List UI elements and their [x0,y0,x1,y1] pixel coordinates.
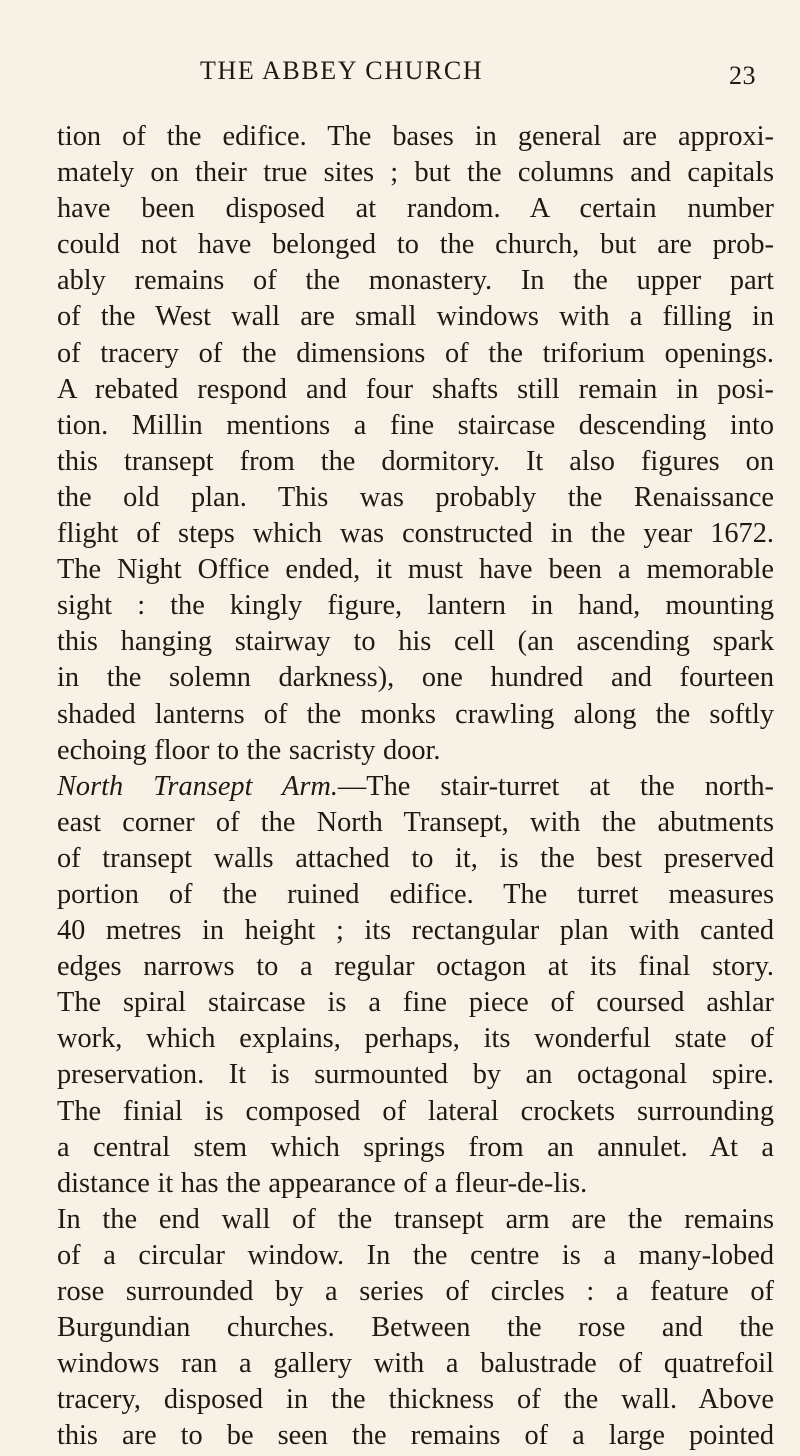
text-line: tion of the edifice. The bases in general are approxi- [57,121,774,152]
text-line: in the solemn darkness), one hundred and fourteen [57,662,774,694]
text-line: have been disposed at random. A certain number [57,193,774,225]
page-number: 23 [729,61,756,90]
text-line: this transept from the dormitory. It also figures on [57,445,774,477]
text-line: work, which explains, perhaps, its wonderful state of [57,1023,774,1055]
text-line: The spiral staircase is a fine piece of coursed ashlar [57,987,774,1019]
text-line: of the West wall are small windows with a filling in [57,301,774,333]
text-line: flight of steps which was constructed in the year 1672. [57,518,774,550]
section-first-line-rest: —The stair-turret at the north- [337,770,774,802]
text-line: Burgundian churches. Between the rose and the [57,1312,774,1344]
text-line: mately on their true sites ; but the columns and capitals [57,157,774,189]
text-line: could not have belonged to the church, but are prob- [57,229,774,261]
text-line: tion. Millin mentions a fine staircase descending into [57,409,774,441]
text-line: the old plan. This was probably the Renaissance [57,481,774,513]
text-line: shaded lanterns of the monks crawling along the softly [57,698,774,730]
running-head [57,56,774,94]
text-line: distance it has the appearance of a fleur-de-lis. [57,1167,588,1199]
text-line: tracery, disposed in the thickness of the wall. Above [57,1384,774,1416]
text-line: In the end wall of the transept arm are the remains [57,1203,774,1235]
text-line: rose surrounded by a series of circles : a feature of [57,1276,774,1307]
text-line: edges narrows to a regular octagon at its final story. [57,951,774,983]
text-line: windows ran a gallery with a balustrade of quatrefoil [57,1348,774,1380]
text-line: of a circular window. In the centre is a many-lobed [57,1239,774,1271]
text-line: east corner of the North Transept, with the abutments [57,806,774,838]
text-line: The finial is composed of lateral crockets surrounding [57,1095,774,1127]
text-line: ably remains of the monastery. In the upper part [57,265,774,297]
text-line: A rebated respond and four shafts still remain in posi- [57,373,774,405]
body-text [57,119,774,1454]
text-line: sight : the kingly figure, lantern in hand, mounting [57,590,774,622]
section-first-line [57,769,774,805]
section-heading: North Transept Arm. [57,770,338,802]
text-line: preservation. It is surmounted by an octagonal spire. [57,1059,774,1091]
text-line: echoing floor to the sacristy door. [57,734,441,766]
text-line: this are to be seen the remains of a large pointed [57,1420,774,1452]
text-line: portion of the ruined edifice. The turret measures [57,878,774,910]
text-line: The Night Office ended, it must have been a memorable [57,554,774,586]
text-line: this hanging stairway to his cell (an ascending spark [57,626,774,658]
text-line: of tracery of the dimensions of the triforium openings. [57,337,774,369]
text-line: 40 metres in height ; its rectangular plan with canted [57,915,774,947]
text-line: of transept walls attached to it, is the best preserved [57,842,774,874]
running-title: THE ABBEY CHURCH [200,56,484,85]
text-line: a central stem which springs from an annulet. At a [57,1131,774,1163]
